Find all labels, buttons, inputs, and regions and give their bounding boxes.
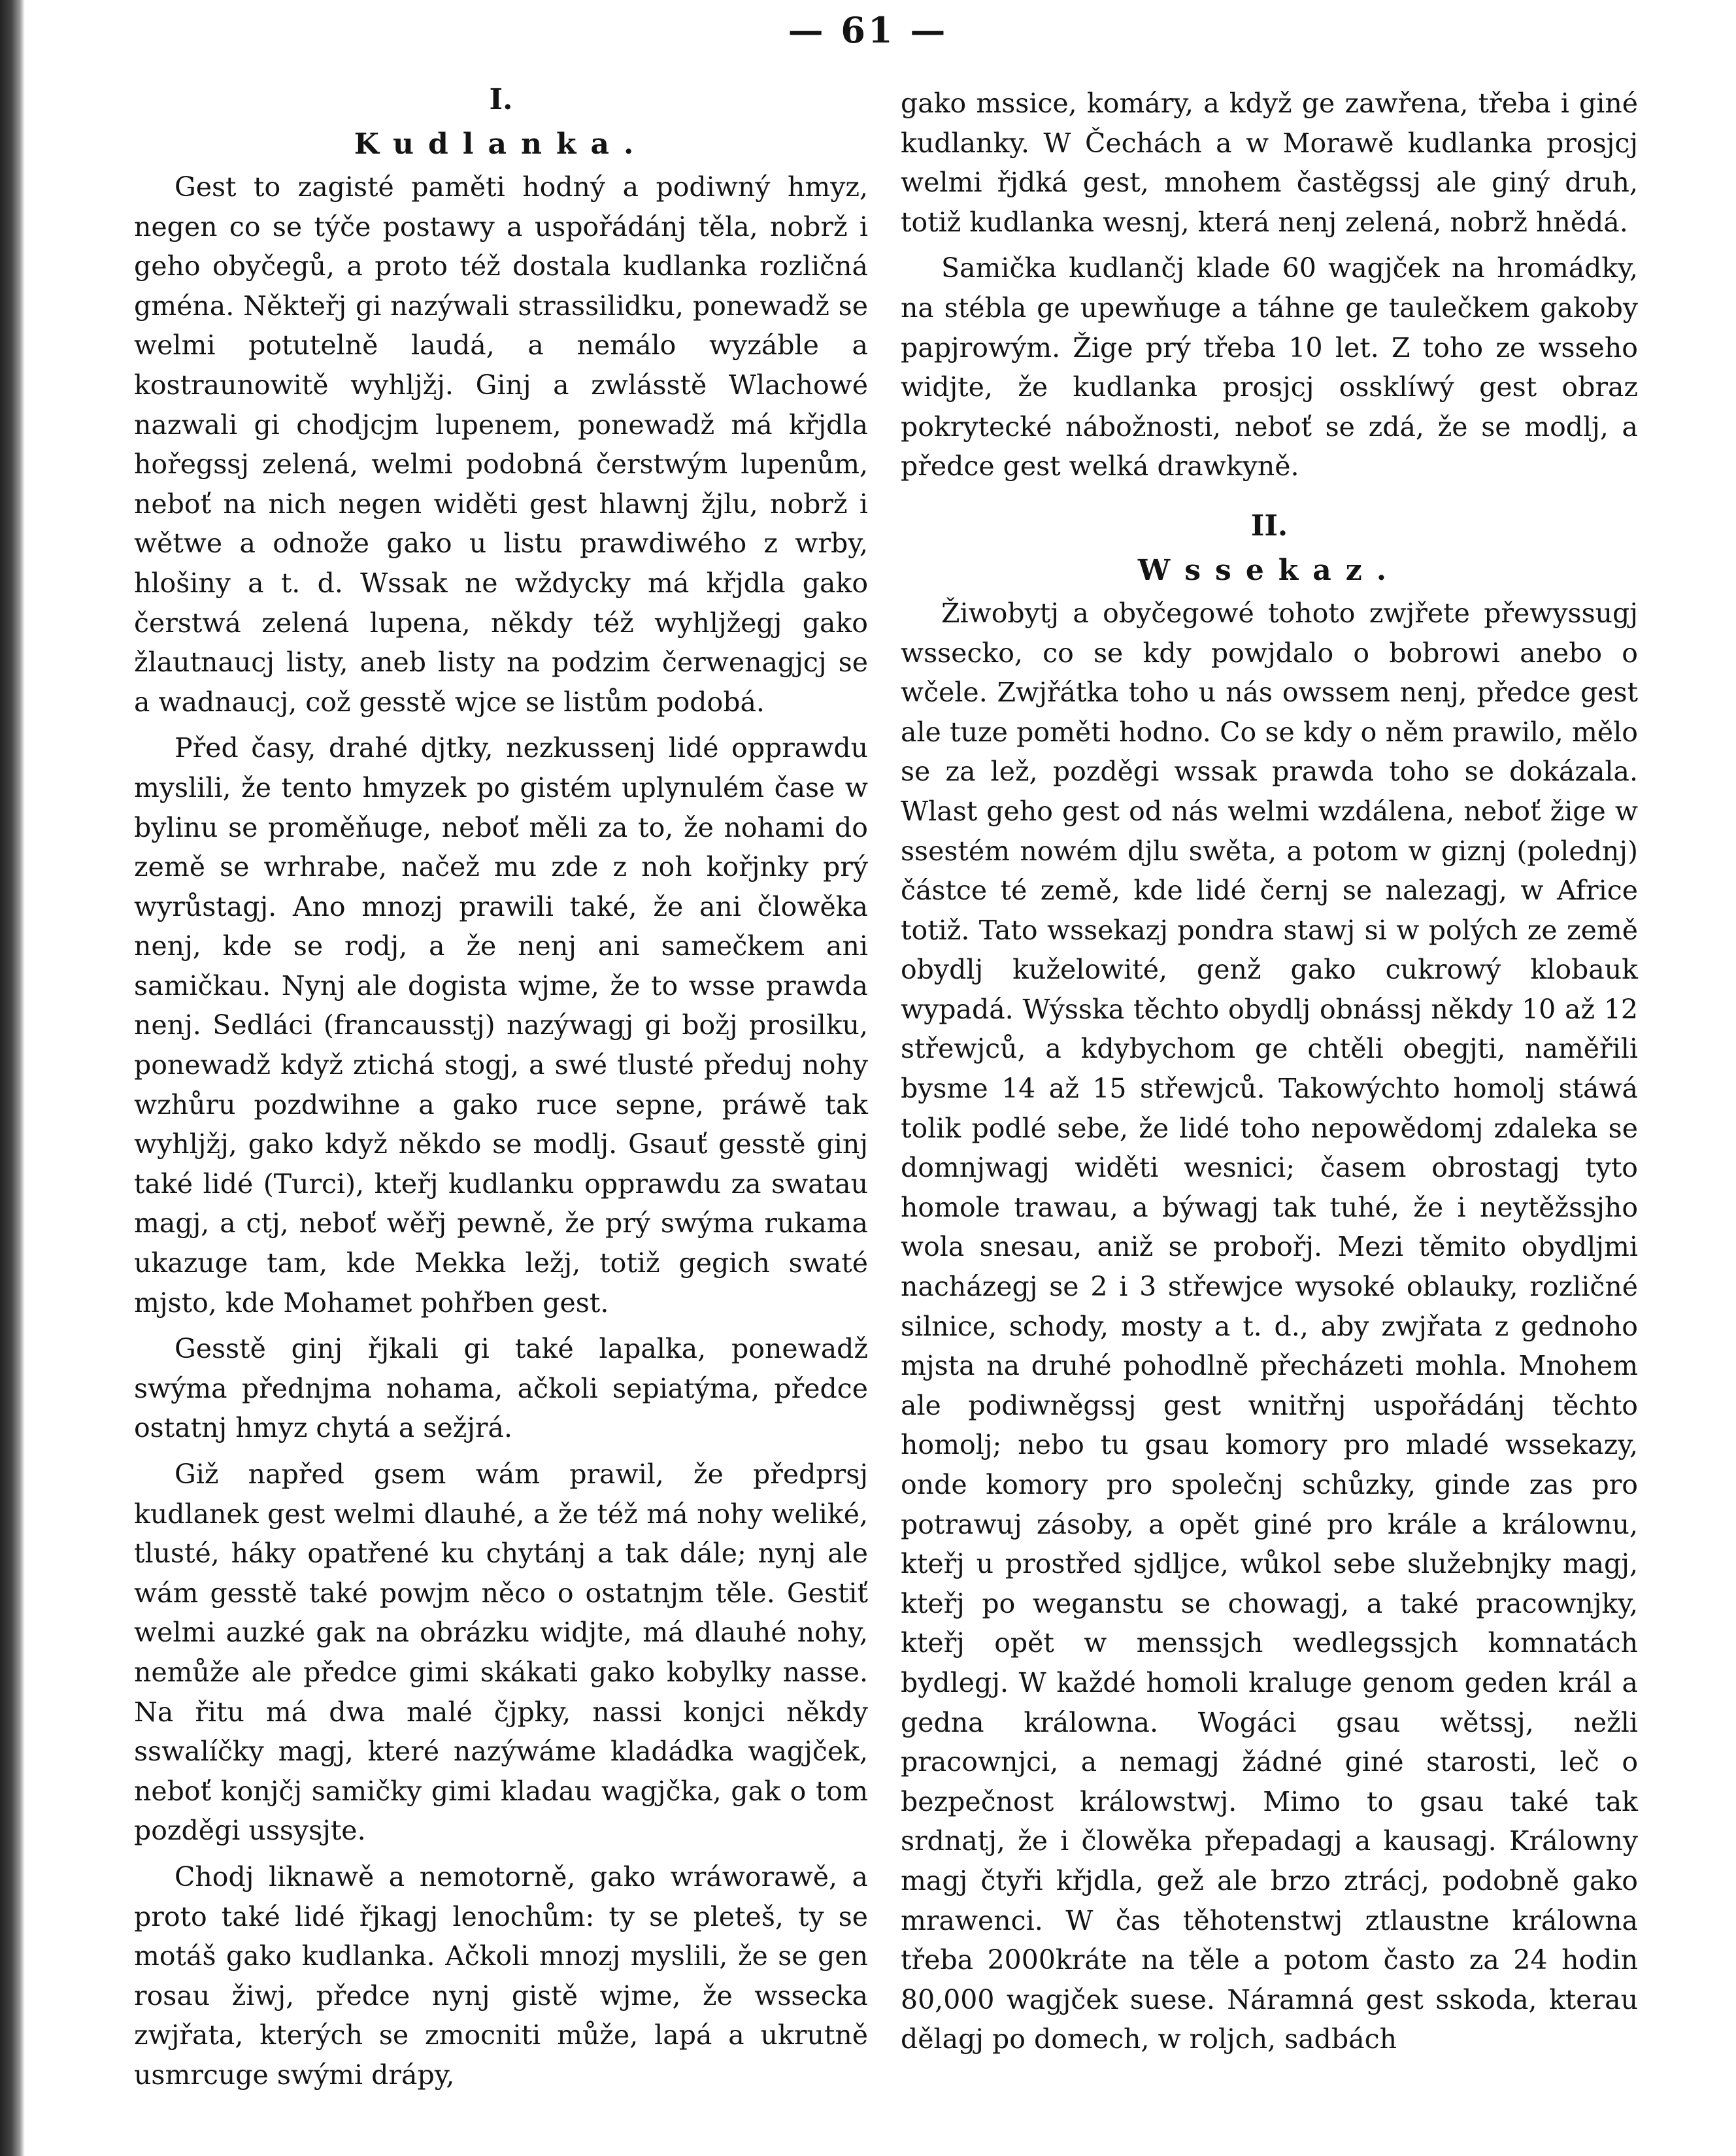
paragraph: Žiwobytj a obyčegowé tohoto zwjřete přewyssugj wssecko, co se kdy powjdalo o bobrowi anebo o wčele. Zwjřátka toho u nás owssem nenj, předce gest ale tuze poměti hodno. Co se kdy o něm prawilo, mělo se za lež, pozděgi wssak prawda toho se dokázala. Wlast geho gest od nás welmi wzdálena, neboť žige w ssestém nowém djlu swěta, a potom w giznj (polednj) částce té země, kde lidé černj se nalezagj, w Africe totiž. Tato wssekazj pondra stawj si w polých ze země obydlj kuželowité, genž gako cukrowý klobauk wypadá. Wýsska těchto obydlj obnássj někdy 10 až 12 střewjců, a kdybychom ge chtěli obegjti, naměřili bysme 14 až 15 střewjců. Takowýchto homolj stáwá tolik podlé sebe, že lidé toho nepowědomj zdaleka se domnjwagj widěti wesnici; časem obrostagj tyto homole trawau, a býwagj tak tuhé, že i neytěžssjho wola snesau, aniž se probořj. Mezi těmito obydljmi nacházegj se 2 i 3 střewjce wysoké oblauky, rozličné silnice, schody, mosty a t. d., aby zwjřata z gednoho mjsta na druhé pohodlně přecházeti mohla. Mnohem ale podiwněgssj gest wnitřnj uspořádánj těchto homolj; nebo tu gsau komory pro mladé wssekazy, onde komory pro společnj schůzky, ginde zas pro potrawuj zásoby, a opět giné pro krále a králownu, kteřj u prostřed sjdljce, wůkol sebe služebnjky magj, kteřj po weganstu se chowagj, a také pracownjky, kteřj opět w menssjch wedlegssjch komnatách bydlegj. W každé homoli kraluge genom geden král a gedna králowna. Wogáci gsau wětssj, nežli pracownjci, a nemagj žádné giné starosti, leč o bezpečnost králowstwj. Mimo to gsau také tak srdnatj, že i člowěka přepadagj a kausagj. Králowny magj čtyři křjdla, gež ale brzo ztrácj, podobně gako mrawenci. W čas těhotenstwj ztlaustne králowna třeba 2000kráte na těle a potom často za 24 hodin 80,000 wagjček suese. Náramná gest sskoda, kterau dělagj po domech, w roljch, sadbách [901,597,1638,2055]
section-title-wssekaz: Wssekaz. [1137,553,1401,587]
paragraph-continued: gako mssice, komáry, a když ge zawřena, třeba i giné kudlanky. W Čechách a w Morawě kudlanka prosjcj welmi řjdká gest, mnohem častěgssj ale giný druh, totiž kudlanka wesnj, která nenj zelená, nobrž hnědá. [901,88,1638,238]
paragraph: Giž napřed gsem wám prawil, že předprsj kudlanek gest welmi dlauhé, a že též má nohy weliké, tlusté, háky opatřené ku chytánj a tak dále; nynj ale wám gesstě také powjm něco o ostatnjm těle. Gestiť welmi auzké gak na obrázku widjte, má dlauhé nohy, nemůže ale předce gimi skákati gako kobylky nasse. Na řitu má dwa malé čjpky, nassi konjci někdy sswalíčky magj, které nazýwáme kladádka wagjček, neboť konjčj samičky gimi kladau wagjčka, gak o tom pozděgi ussysjte. [134,1458,868,1847]
section-title-kudlanka: Kudlanka. [354,127,648,161]
paragraph: Před časy, drahé djtky, nezkussenj lidé opprawdu myslili, že tento hmyzek po gistém uplynulém čase w bylinu se proměňuge, neboť měli za to, že nohami do země se wrhrabe, načež mu zde z noh kořjnky prý wyrůstagj. Ano mnozj prawili také, že ani člowěka nenj, kde se rodj, a že nenj ani samečkem ani samičkau. Nynj ale dogista wjme, že to wsse prawda nenj. Sedláci (francausstj) nazýwagj gi božj prosilku, ponewadž když ztichá stogj, a swé tlusté předuj nohy wzhůru pozdwihne a gako ruce sepne, práwě tak wyhljžj, gako když někdo se modlj. Gsauť gesstě ginj také lidé (Turci), kteřj kudlanku opprawdu za swatau magj, a ctj, neboť wěřj pewně, že prý swýma rukama ukazuge tam, kde Mekka ležj, totiž gegich swaté mjsto, kde Mohamet pohřben gest. [134,732,868,1319]
paragraph: Samička kudlančj klade 60 wagjček na hromádky, na stébla ge upewňuge a táhne ge taulečkem gakoby papjrowým. Žige prý třeba 10 let. Z toho ze wsseho widjte, že kudlanka prosjcj ossklíwý gest obraz pokrytecké nábožnosti, neboť se zdá, že se modlj, a předce gest welká drawkyně. [901,252,1638,482]
paragraph: Chodj liknawě a nemotorně, gako wráworawě, a proto také lidé řjkagj lenochům: ty se pleteš, ty se motáš gako kudlanka. Ačkoli mnozj myslili, že se gen rosau žiwj, předce nynj gistě wjme, že wssecka zwjřata, kterých se zmocniti může, lapá a ukrutně usmrcuge swými drápy, [134,1861,868,2091]
paragraph: Gesstě ginj řjkali gi také lapalka, ponewadž swýma přednjma nohama, ačkoli sepiatýma, předce ostatnj hmyz chytá a sežjrá. [134,1333,868,1444]
section-number-2: II. [1250,509,1288,543]
paragraph: Gest to zagisté paměti hodný a podiwný hmyz, negen co se týče postawy a uspořádánj těla, nobrž i geho obyčegů, a proto též dostala kudlanka rozličná gména. Někteřj gi nazýwali strassilidku, ponewadž se welmi potutelně laudá, a nemálo wyzáble a kostraunowitě wyhljžj. Ginj a zwlásstě Wlachowé nazwali gi chodjcjm lupenem, ponewadž má křjdla hořegssj zelená, welmi podobná čerstwým lupenům, neboť na nich negen widěti gest hlawnj žjlu, nobrž i wětwe a odnože gako u listu prawdiwého z wrby, hlošiny a t. d. Wssak ne wždycky má křjdla gako čerstwá zelená lupena, někdy též wyhljžegj gako žlautnaucj listy, aneb listy na podzim čerwenagjcj se a wadnaucj, což gesstě wjce se listům podobá. [134,171,868,718]
right-column [901,84,1638,2059]
page-number: — 61 — [788,9,948,51]
left-column [134,78,868,2095]
section-number-1: I. [489,83,513,116]
scan-binding-edge [0,0,25,2156]
